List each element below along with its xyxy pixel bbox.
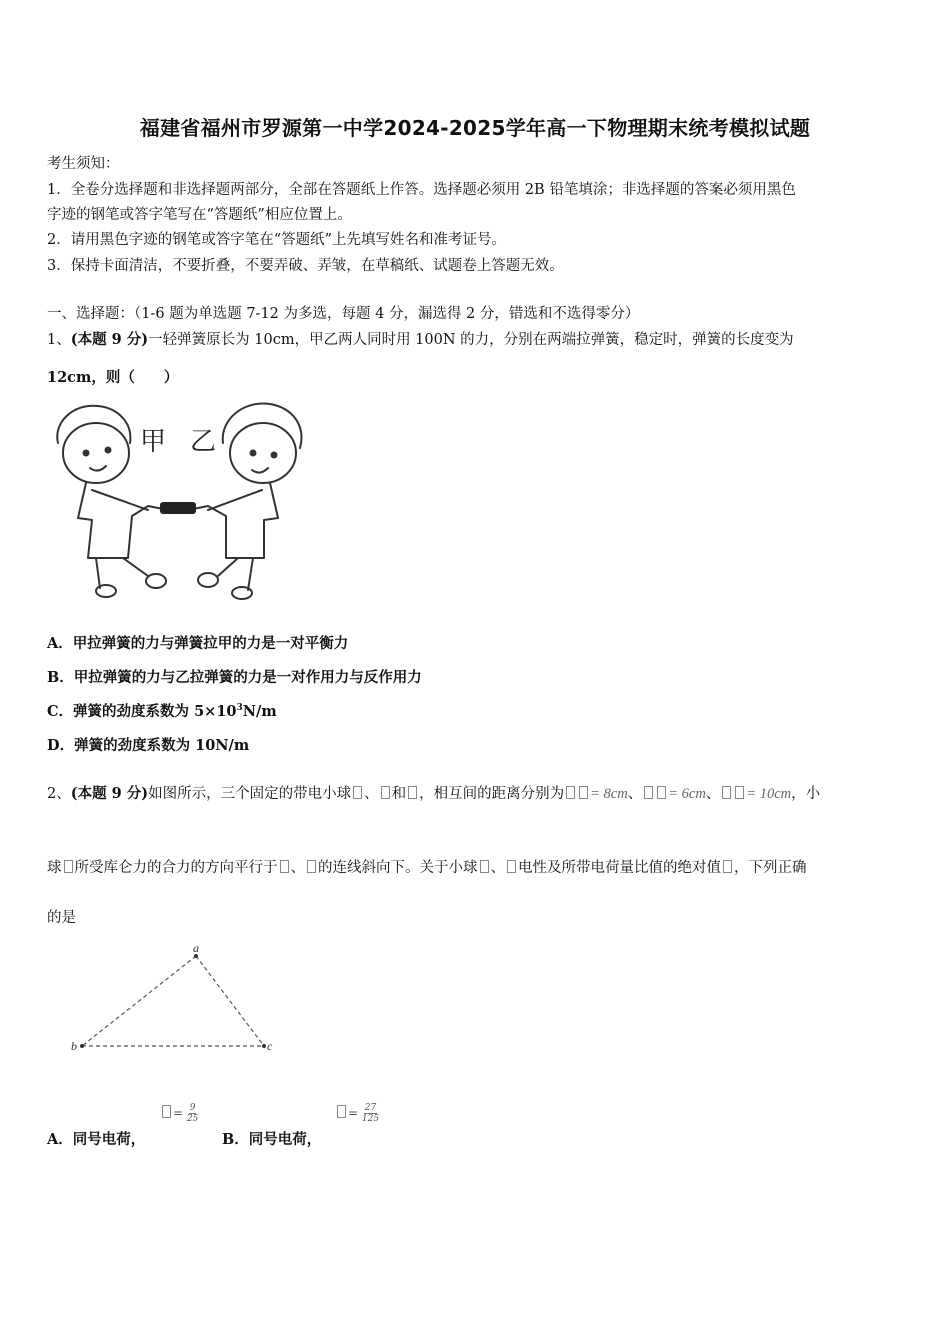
- option-b[interactable]: B．甲拉弹簧的力与乙拉弹簧的力是一对作用力与反作用力: [47, 669, 422, 686]
- option-d[interactable]: D．弹簧的劲度系数为 10N/m: [47, 737, 250, 754]
- symbol-placeholder: [280, 860, 289, 873]
- separator: 、: [364, 786, 379, 802]
- symbol-placeholder: [735, 786, 744, 799]
- notice-line-1b: 字迹的钢笔或答字笔写在“答题纸”相应位置上。: [47, 207, 352, 223]
- q2-option-a-formula: [160, 1103, 198, 1124]
- distance-ca: = 10cm: [746, 786, 792, 802]
- symbol-placeholder: [64, 860, 73, 873]
- notice-line-3: 3．保持卡面清洁，不要折叠，不要弄破、弄皱，在草稿纸、试题卷上答题无效。: [47, 258, 564, 274]
- question-text: 的连线斜向下。关于小球: [318, 860, 478, 876]
- point-b: [80, 1044, 84, 1048]
- page-title: 福建省福州市罗源第一中学2024-2025学年高一下物理期末统考模拟试题: [139, 116, 811, 140]
- q2-option-a-label[interactable]: A．同号电荷，: [47, 1131, 146, 1148]
- symbol-placeholder: [381, 786, 390, 799]
- separator: 、: [627, 786, 643, 802]
- question-2-stem-line3: 的是: [47, 910, 76, 926]
- symbol-placeholder: [566, 786, 575, 799]
- fraction: [187, 1103, 198, 1124]
- symbol-placeholder: [337, 1105, 346, 1118]
- figure-label-right: 乙: [190, 427, 217, 457]
- question-1-stem-cont: 12cm，则（ ）: [47, 369, 179, 386]
- question-text: 电性及所带电荷量比值的绝对值: [518, 860, 721, 876]
- question-score: (本题 9 分): [70, 785, 149, 802]
- point-b-label: b: [71, 1039, 77, 1053]
- symbol-placeholder: [723, 860, 732, 873]
- notice-line-2: 2．请用黑色字迹的钢笔或答字笔在“答题纸”上先填写姓名和准考证号。: [47, 232, 507, 248]
- section-heading: 一、选择题：（1-6 题为单选题 7-12 为多选，每题 4 分，漏选得 2 分，错选和不选得零分）: [47, 306, 640, 322]
- figure-label-left: 甲: [140, 427, 167, 457]
- question-text: 所受库仑力的合力的方向平行于: [74, 860, 278, 876]
- equals-sign: =: [348, 1106, 359, 1120]
- symbol-placeholder: [353, 786, 362, 799]
- question-text: 球: [47, 860, 62, 876]
- question-number: 2、: [47, 786, 71, 802]
- spring-pull-figure: [48, 398, 318, 608]
- separator: 、: [290, 860, 305, 876]
- symbol-placeholder: [408, 786, 417, 799]
- q2-option-b-label[interactable]: B．同号电荷，: [222, 1131, 322, 1148]
- fraction: [362, 1103, 379, 1124]
- point-a-label: a: [193, 942, 199, 955]
- denominator: 125: [361, 1114, 380, 1124]
- symbol-placeholder: [722, 786, 731, 799]
- question-2-stem: [47, 782, 820, 803]
- question-score: (本题 9 分): [70, 331, 149, 348]
- question-text: ，相互间的距离分别为: [419, 786, 565, 802]
- symbol-placeholder: [657, 786, 666, 799]
- question-number: 1、: [47, 332, 71, 348]
- question-1-stem: [47, 328, 794, 349]
- option-c-exponent: 3: [236, 703, 243, 714]
- spring-shape: [160, 502, 196, 514]
- numerator: 27: [364, 1103, 377, 1113]
- symbol-placeholder: [507, 860, 516, 873]
- question-2-stem-line2: [47, 856, 807, 877]
- symbol-placeholder: [579, 786, 588, 799]
- point-c: [262, 1044, 266, 1048]
- symbol-placeholder: [480, 860, 489, 873]
- notice-line-1a: 1．全卷分选择题和非选择题两部分，全部在答题纸上作答。选择题必须用 2B 铅笔填涂；非选择题的答案必须用黑色: [47, 182, 796, 198]
- question-text: ，小: [791, 786, 821, 802]
- symbol-placeholder: [162, 1105, 171, 1118]
- symbol-placeholder: [644, 786, 653, 799]
- question-text: 如图所示，三个固定的带电小球: [148, 786, 352, 802]
- option-a[interactable]: A．甲拉弹簧的力与弹簧拉甲的力是一对平衡力: [47, 635, 349, 652]
- denominator: 25: [186, 1114, 199, 1124]
- equals-sign: =: [173, 1106, 184, 1120]
- symbol-placeholder: [307, 860, 316, 873]
- option-c[interactable]: [47, 700, 277, 721]
- conjunction: 和: [391, 786, 407, 802]
- separator: 、: [490, 860, 505, 876]
- option-c-text: C．弹簧的劲度系数为 5×10: [47, 703, 237, 720]
- question-text: ，下列正确: [734, 860, 807, 876]
- distance-ab: = 8cm: [590, 786, 628, 802]
- question-text: 一轻弹簧原长为 10cm，甲乙两人同时用 100N 的力，分别在两端拉弹簧，稳定时，弹簧的长度变为: [148, 332, 794, 348]
- option-c-unit: N/m: [242, 703, 277, 720]
- q2-option-b-formula: [335, 1103, 379, 1124]
- distance-bc: = 6cm: [668, 786, 706, 802]
- notice-heading: 考生须知：: [47, 156, 120, 172]
- point-c-label: c: [267, 1039, 273, 1053]
- separator: 、: [705, 786, 721, 802]
- triangle-figure: [66, 942, 276, 1060]
- numerator: 9: [189, 1103, 196, 1113]
